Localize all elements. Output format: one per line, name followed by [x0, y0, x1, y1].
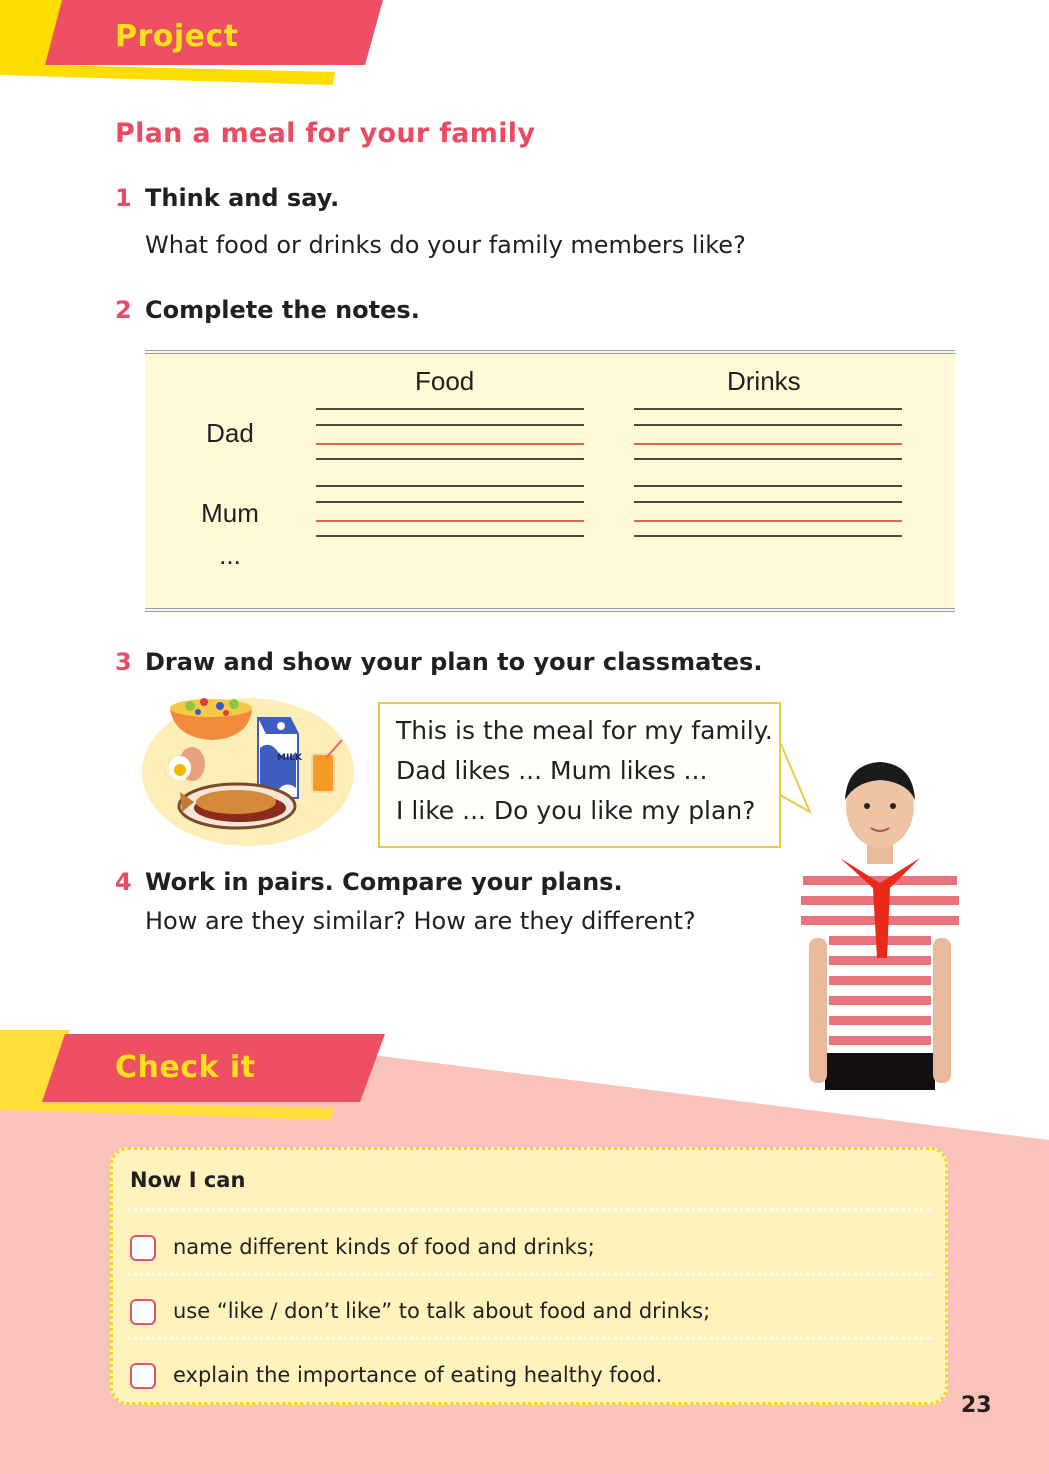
- column-header-food: Food: [415, 366, 475, 396]
- meal-illustration: [140, 688, 370, 848]
- row-label-dad: Dad: [206, 418, 254, 448]
- task-1: [115, 184, 339, 212]
- section-title-project: Project: [115, 19, 239, 54]
- check-it-heading: Now I can: [130, 1168, 246, 1192]
- speech-line-1: This is the meal for my family.: [396, 716, 773, 745]
- row-label-more: ...: [219, 540, 241, 570]
- task-1-prompt: What food or drinks do your family members like?: [145, 231, 746, 259]
- speech-line-2: Dad likes ... Mum likes ...: [396, 756, 708, 785]
- task-number: 3: [115, 648, 132, 676]
- task-2: [115, 296, 420, 324]
- task-number: 2: [115, 296, 132, 324]
- boy-shorts: [825, 1048, 935, 1090]
- section-title-check-it: Check it: [115, 1050, 256, 1085]
- task-number: 1: [115, 184, 132, 212]
- task-title: Complete the notes.: [145, 296, 420, 324]
- check-item-1-text: name different kinds of food and drinks;: [173, 1235, 595, 1259]
- boy-photo: [795, 758, 965, 1090]
- task-title: Work in pairs. Compare your plans.: [145, 868, 623, 896]
- column-header-drinks: Drinks: [727, 366, 801, 396]
- checkbox-item-3[interactable]: [130, 1363, 156, 1389]
- page-subtitle: Plan a meal for your family: [115, 118, 536, 149]
- task-title: Think and say.: [145, 184, 340, 212]
- task-number: 4: [115, 868, 132, 896]
- divider: [127, 1273, 931, 1276]
- row-label-mum: Mum: [201, 498, 259, 528]
- speech-line-3: I like ... Do you like my plan?: [396, 796, 756, 825]
- check-item-2-text: use “like / don’t like” to talk about food and drinks;: [173, 1299, 711, 1323]
- task-4: [115, 868, 623, 896]
- fish-dish-icon: [179, 784, 295, 828]
- checkbox-item-1[interactable]: [130, 1235, 156, 1261]
- speech-bubble: [378, 702, 781, 848]
- milk-label: MILK: [277, 753, 303, 763]
- divider: [127, 1208, 931, 1211]
- drinks-writing-lines-mum[interactable]: [634, 354, 902, 554]
- food-writing-lines-mum[interactable]: [316, 354, 584, 554]
- page-number: 23: [961, 1393, 992, 1418]
- check-item-3-text: explain the importance of eating healthy food.: [173, 1363, 663, 1387]
- task-3: [115, 648, 762, 676]
- divider: [127, 1337, 931, 1340]
- notes-table: [145, 350, 955, 612]
- checkbox-item-2[interactable]: [130, 1299, 156, 1325]
- check-it-box: [110, 1147, 948, 1405]
- task-title: Draw and show your plan to your classmates.: [145, 648, 763, 676]
- task-4-prompt: How are they similar? How are they different?: [145, 907, 696, 935]
